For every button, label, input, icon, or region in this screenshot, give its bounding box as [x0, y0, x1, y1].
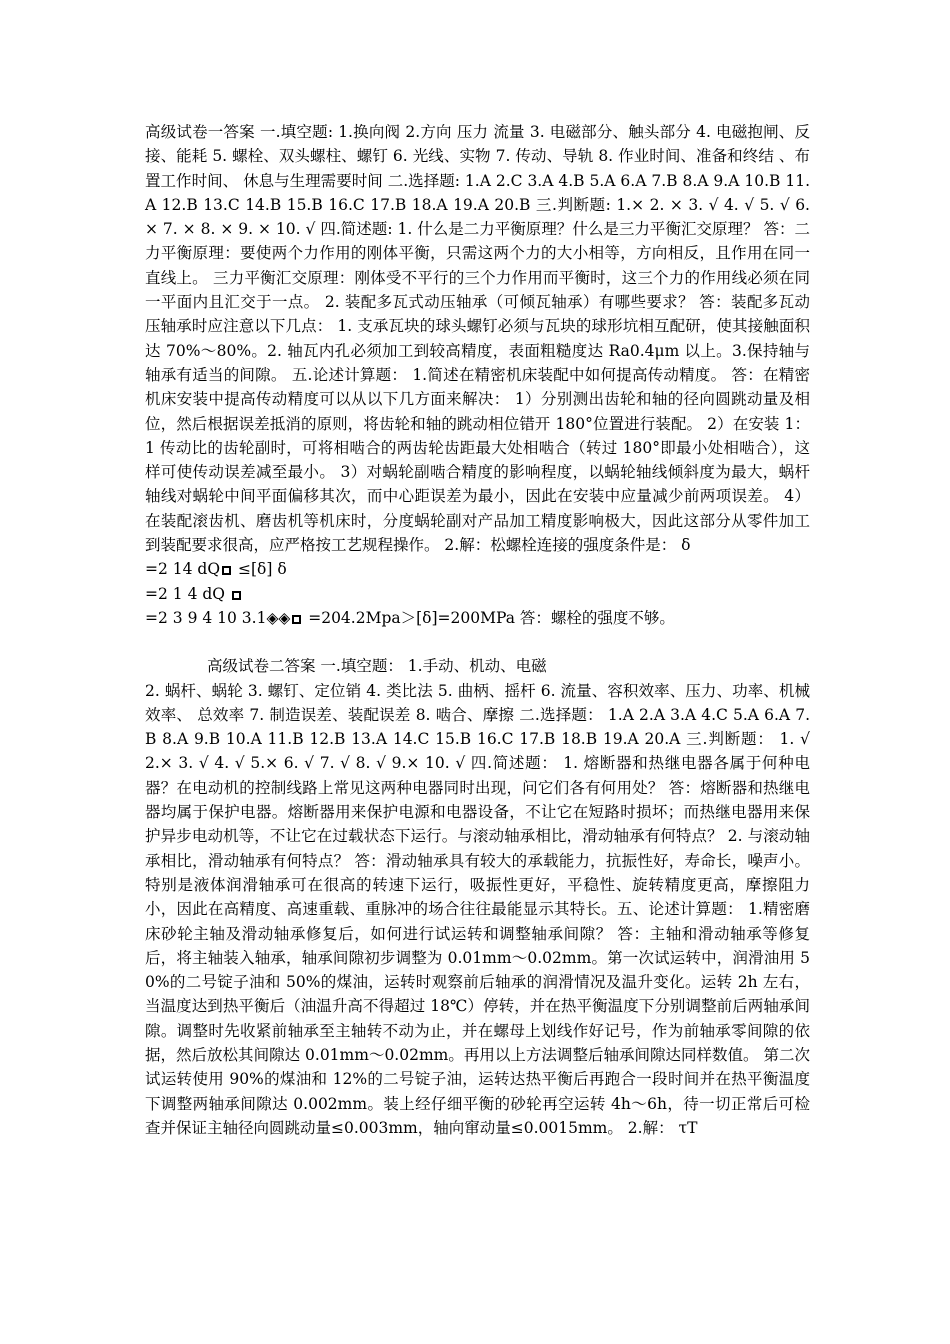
document-body [145, 120, 810, 1140]
formula-line-1 [145, 557, 810, 581]
formula-1-left: =2 14 dQ [145, 560, 221, 579]
formula-line-2 [145, 582, 810, 606]
formula-3-right: =204.2Mpa＞[δ]=200MPa 答：螺栓的强度不够。 [303, 608, 675, 627]
formula-line-3 [145, 606, 810, 630]
missing-glyph-box-icon [292, 615, 301, 624]
formula-3-left: =2 3 9 4 10 3.1 [145, 608, 267, 627]
exam-two-answers: 2. 蜗杆、蜗轮 3. 螺钉、定位销 4. 类比法 5. 曲柄、摇杆 6. 流量、容积效率、压力、功率、机械效率、 总效率 7. 制造误差、装配误差 8. 啮合、摩擦 二.选择题： 1.A 2.A 3.A 4.C 5.A 6.A 7.B 8.A 9.B 10.A 11.B 12.B 13.A 14.C 15.B 16.C 17.B 18.B 19.A 20.A 三.判断题： 1. √ 2.× 3. √ 4. √ 5.× 6. √ 7. √ 8. √ 9.× 10. √ 四.简述题： 1. 熔断器和热继电器各属于何种电器？在电动机的控制线路上常见这两种电器同时出现，问它们各有何用处？ 答：熔断器和热继电器均属于保护电器。熔断器用来保护电源和电器设备，不让它在短路时损坏；而热继电器用来保护异步电动机等，不让它在过载状态下运行。与滚动轴承相比，滑动轴承有何特点？ 2. 与滚动轴承相比，滑动轴承有何特点？ 答：滑动轴承具有较大的承载能力，抗振性好，寿命长，噪声小。特别是液体润滑轴承可在很高的转速下运行，吸振性更好，平稳性、旋转精度更高，摩擦阻力小，因此在高精度、高速重载、重脉冲的场合往往最能显示其特长。五、论述计算题： 1.精密磨床砂轮主轴及滑动轴承修复后，如何进行试运转和调整轴承间隙？ 答：主轴和滑动轴承等修复后，将主轴装入轴承，轴承间隙初步调整为 0.01mm～0.02mm。第一次试运转中，润滑油用 50%的二号锭子油和 50%的煤油，运转时观察前后轴承的润滑情况及温升变化。运转 2h 左右，当温度达到热平衡后（油温升高不得超过 18℃）停转，并在热平衡温度下分别调整前后两轴承间隙。调整时先收紧前轴承至主轴转不动为止，并在螺母上划线作好记号，作为前轴承零间隙的依据，然后放松其间隙达 0.01mm～0.02mm。再用以上方法调整后轴承间隙达同样数值。 第二次试运转使用 90%的煤油和 12%的二号锭子油，运转达热平衡后再跑合一段时间并在热平衡温度下调整两轴承间隙达 0.002mm。装上经仔细平衡的砂轮再空运转 4h～6h，待一切正常后可检查并保证主轴径向圆跳动量≤0.003mm，轴向窜动量≤0.0015mm。 2.解： τT [145, 681, 810, 1137]
formula-1-right: ≤[δ] δ [233, 560, 287, 579]
missing-glyph-box-icon [222, 566, 231, 575]
formula-2-left: =2 1 4 dQ [145, 584, 230, 603]
exam-one-answers: 高级试卷一答案 一.填空题: 1.换向阀 2.方向 压力 流量 3. 电磁部分、触头部分 4. 电磁抱闸、反接、能耗 5. 螺栓、双头螺柱、螺钉 6. 光线、实物 7. 传动、导轨 8. 作业时间、准备和终结 、布置工作时间、 休息与生理需要时间 二.选择题: 1.A 2.C 3.A 4.B 5.A 6.A 7.B 8.A 9.A 10.B 11.A 12.B 13.C 14.B 15.B 16.C 17.B 18.A 19.A 20.B 三.判断题: 1.× 2. × 3. √ 4. √ 5. √ 6. × 7. × 8. × 9. × 10. √ 四.简述题: 1. 什么是二力平衡原理？什么是三力平衡汇交原理？ 答：二力平衡原理：要使两个力作用的刚体平衡，只需这两个力的大小相等，方向相反，且作用在同一直线上。 三力平衡汇交原理：刚体受不平行的三个力作用而平衡时，这三个力的作用线必须在同一平面内且汇交于一点。 2. 装配多瓦式动压轴承（可倾瓦轴承）有哪些要求？ 答：装配多瓦动压轴承时应注意以下几点： 1. 支承瓦块的球头螺钉必须与瓦块的球形坑相互配研，使其接触面积达 70%～80%。2. 轴瓦内孔必须加工到较高精度，表面粗糙度达 Ra0.4μm 以上。3.保持轴与轴承有适当的间隙。 五.论述计算题： 1.简述在精密机床装配中如何提高传动精度。 答：在精密机床安装中提高传动精度可以从以下几方面来解决： 1）分别测出齿轮和轴的径向圆跳动量及相位，然后根据误差抵消的原则，将齿轮和轴的跳动相位错开 180°位置进行装配。 2）在安装 1：1 传动比的齿轮副时，可将相啮合的两齿轮齿距最大处相啮合（转过 180°即最小处相啮合），这样可使传动误差减至最小。 3）对蜗轮副啮合精度的影响程度，以蜗轮轴线倾斜度为最大，蜗杆轴线对蜗轮中间平面偏移其次，而中心距误差为最小，因此在安装中应量减少前两项误差。 4）在装配滚齿机、磨齿机等机床时，分度蜗轮副对产品加工精度影响极大，因此这部分从零件加工到装配要求很高，应严格按工艺规程操作。 2.解：松螺栓连接的强度条件是： δ [145, 123, 811, 555]
formula-3-symbols: ◈◈ [266, 608, 291, 627]
missing-glyph-box-icon [232, 591, 241, 600]
paragraph-gap [145, 630, 810, 654]
exam-two-heading: 高级试卷二答案 一.填空题： 1.手动、机动、电磁 [207, 657, 547, 676]
